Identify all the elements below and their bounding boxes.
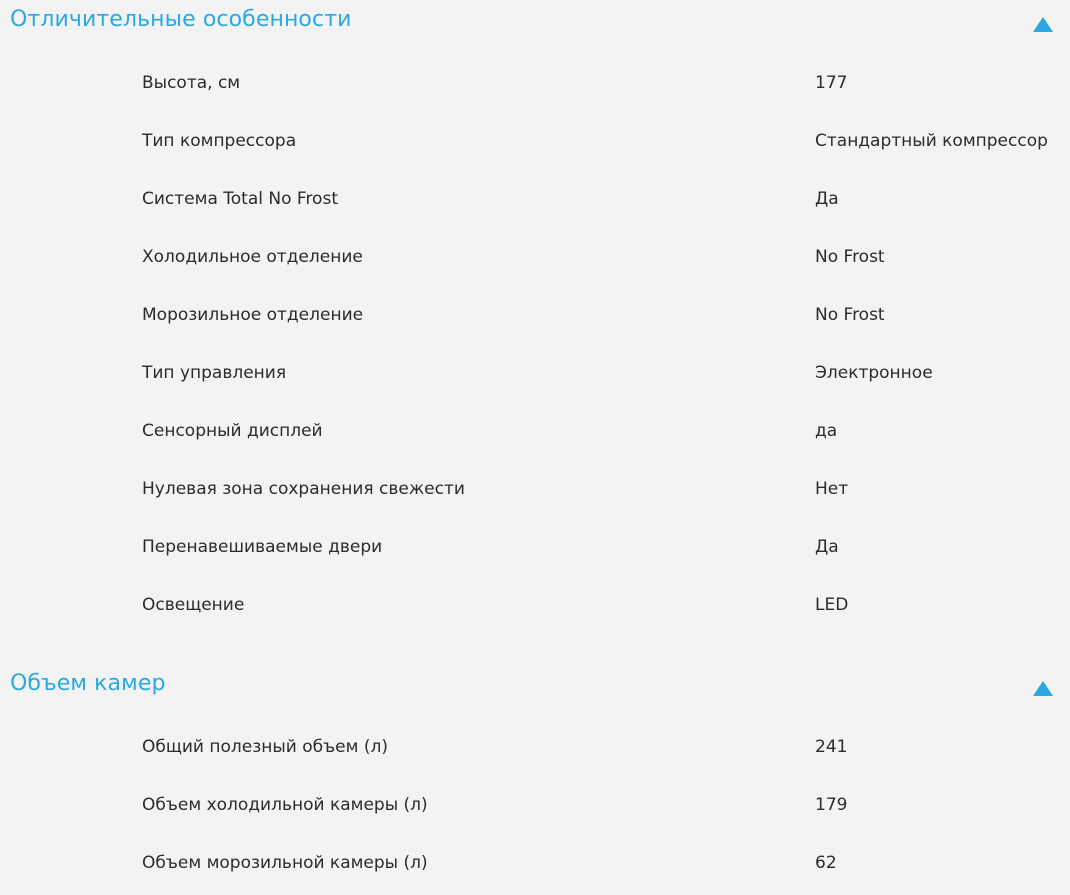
spec-label: Тип управления	[142, 363, 287, 383]
spec-value: 177	[815, 73, 848, 93]
spec-label: Высота, см	[142, 73, 241, 93]
spec-row	[0, 718, 1070, 776]
spec-label: Общий полезный объем (л)	[142, 737, 388, 757]
spec-row	[0, 344, 1070, 402]
spec-label: Сенсорный дисплей	[142, 421, 323, 441]
spec-label: Тип компрессора	[142, 131, 297, 151]
spec-value: 241	[815, 737, 848, 757]
spec-value: да	[815, 421, 838, 441]
section-header-volume[interactable]	[0, 664, 1070, 710]
spec-row	[0, 460, 1070, 518]
spec-row	[0, 576, 1070, 634]
triangle-up-icon[interactable]	[1033, 17, 1053, 32]
spec-value: Стандартный компрессор	[815, 131, 1048, 151]
spec-value: Да	[815, 189, 839, 209]
spec-value: 62	[815, 853, 837, 873]
spec-label: Объем холодильной камеры (л)	[142, 795, 428, 815]
spec-label: Морозильное отделение	[142, 305, 364, 325]
spec-row	[0, 286, 1070, 344]
section-header-features[interactable]	[0, 0, 1070, 46]
spec-value: No Frost	[815, 247, 885, 267]
triangle-up-icon[interactable]	[1033, 681, 1053, 696]
spec-row	[0, 170, 1070, 228]
spec-label: Холодильное отделение	[142, 247, 363, 267]
spec-label: Объем морозильной камеры (л)	[142, 853, 428, 873]
spec-row	[0, 228, 1070, 286]
spec-label: Перенавешиваемые двери	[142, 537, 383, 557]
spec-value: LED	[815, 595, 849, 615]
spec-value: 179	[815, 795, 848, 815]
section-title: Отличительные особенности	[10, 7, 352, 32]
spec-label: Система Total No Frost	[142, 189, 338, 209]
spec-row	[0, 518, 1070, 576]
spec-label: Освещение	[142, 595, 245, 615]
section-volume	[0, 664, 1070, 873]
spec-list	[0, 718, 1070, 892]
spec-value: Нет	[815, 479, 849, 499]
spec-row	[0, 402, 1070, 460]
section-title: Объем камер	[10, 671, 166, 696]
spec-row	[0, 776, 1070, 834]
spec-value: No Frost	[815, 305, 885, 325]
spec-row	[0, 834, 1070, 892]
spec-label: Нулевая зона сохранения свежести	[142, 479, 465, 499]
spec-row	[0, 112, 1070, 170]
spec-value: Да	[815, 537, 839, 557]
spec-value: Электронное	[815, 363, 933, 383]
spec-row	[0, 54, 1070, 112]
spec-list	[0, 54, 1070, 634]
